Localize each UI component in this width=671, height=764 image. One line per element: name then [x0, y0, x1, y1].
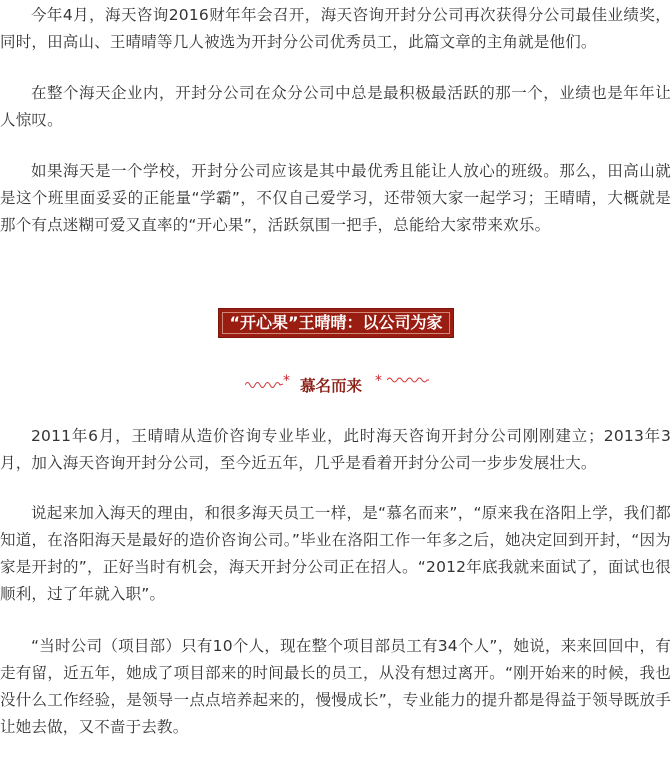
subsection-title: 慕名而来 — [300, 377, 363, 395]
subsection-heading — [0, 370, 671, 400]
wave-ornament-left-icon — [245, 376, 283, 390]
paragraph-intro: 今年4月，海天咨询2016财年年会召开，海天咨询开封分公司再次获得分公司最佳业绩奖，同时，田高山、王晴晴等几人被选为开封分公司优秀员工，此篇文章的主角就是他们。 — [0, 6, 671, 51]
paragraph-graduation: 2011年6月，王晴晴从造价咨询专业毕业，此时海天咨询开封分公司刚刚建立；2013年3月，加入海天咨询开封分公司，至今近五年，几乎是看着开封分公司一步步发展壮大。 — [0, 427, 671, 472]
banner-box — [218, 308, 454, 338]
wave-ornament-right-icon — [387, 376, 429, 390]
paragraph-growth: “当时公司（项目部）只有10个人，现在整个项目部员工有34个人”，她说，来来回回中，有走有留，近五年，她成了项目部来的时间最长的员工，从没有想过离开。“刚开始来的时候，我也没什么工作经验，是领导一点点培养起来的，慢慢成长”，专业能力的提升都是得益于领导既放手让她去做，又不啬于去教。 — [0, 637, 671, 736]
section-banner — [0, 308, 671, 338]
paragraph-branch: 在整个海天企业内，开封分公司在众分公司中总是最积极最活跃的那一个，业绩也是年年让人惊叹。 — [0, 84, 671, 129]
paragraph-school-metaphor: 如果海天是一个学校，开封分公司应该是其中最优秀且能让人放心的班级。那么，田高山就是这个班里面妥妥的正能量“学霸”，不仅自己爱学习，还带领大家一起学习；王晴晴，大概就是那个有点迷糊可爱又直率的“开心果”，活跃氛围一把手，总能给大家带来欢乐。 — [0, 162, 671, 234]
star-right-icon: * — [375, 373, 382, 389]
banner-title: “开心果”王晴晴：以公司为家 — [229, 313, 443, 332]
star-left-icon: * — [283, 373, 290, 389]
paragraph-reason: 说起来加入海天的理由，和很多海天员工一样，是“慕名而来”，“原来我在洛阳上学，我们都知道，在洛阳海天是最好的造价咨询公司。”毕业在洛阳工作一年多之后，她决定回到开封，“因为家是开封的”，正好当时有机会，海天开封分公司正在招人。“2012年底我就来面试了，面试也很顺利，过了年就入职”。 — [0, 504, 671, 603]
